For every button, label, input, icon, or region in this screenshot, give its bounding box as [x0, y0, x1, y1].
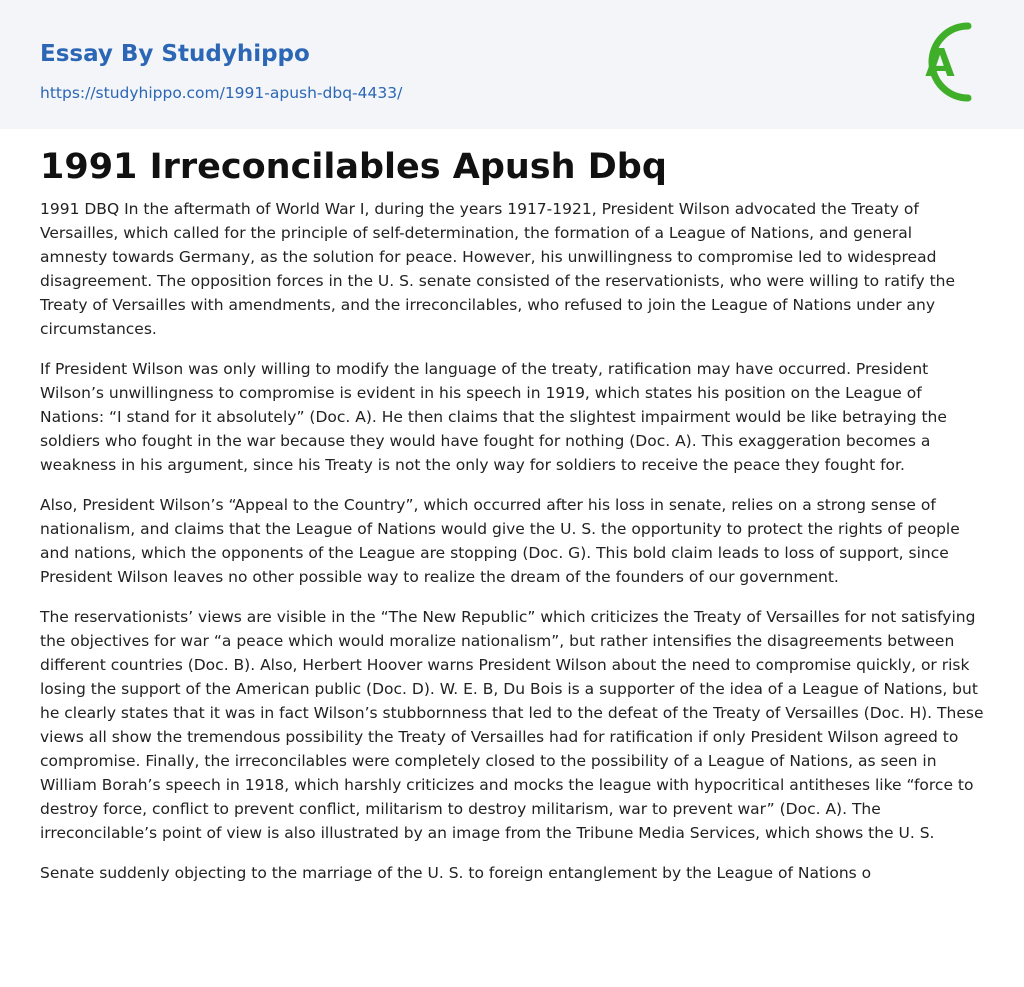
logo-letter: A [925, 41, 955, 85]
article [40, 143, 984, 885]
studyhippo-logo-icon[interactable] [910, 18, 988, 106]
site-title[interactable]: Essay By Studyhippo [40, 41, 310, 67]
paragraph: The reservationists’ views are visible in the “The New Republic” which criticizes the Treaty of Versailles for not satisfying the objectives for war “a peace which would moralize nationalism”, but rather intensifies the disagreements between different countries (Doc. B). Also, Herbert Hoover warns President Wilson about the need to compromise quickly, or risk losing the support of the American public (Doc. D). W. E. B, Du Bois is a supporter of the idea of a League of Nations, but he clearly states that it was in fact Wilson’s stubbornness that led to the defeat of the Treaty of Versailles (Doc. H). These views all show the tremendous possibility the Treaty of Versailles had for ratification if only President Wilson agreed to compromise. Finally, the irreconcilables were completely closed to the possibility of a League of Nations, as seen in William Borah’s speech in 1918, which harshly criticizes and mocks the league with hypocritical antitheses like “force to destroy force, conflict to prevent conflict, militarism to destroy militarism, war to prevent war” (Doc. A). The irreconcilable’s point of view is also illustrated by an image from the Tribune Media Services, which shows the U. S. [40, 608, 984, 842]
site-header [0, 0, 1024, 129]
page-url-link[interactable]: https://studyhippo.com/1991-apush-dbq-4433/ [40, 84, 403, 102]
page-title: 1991 Irreconcilables Apush Dbq [40, 147, 667, 187]
paragraph: 1991 DBQ In the aftermath of World War I, during the years 1917-1921, President Wilson advocated the Treaty of Versailles, which called for the principle of self-determination, the formation of a League of Nations, and general amnesty towards Germany, as the solution for peace. However, his unwillingness to compromise led to widespread disagreement. The opposition forces in the U. S. senate consisted of the reservationists, who were willing to ratify the Treaty of Versailles with amendments, and the irreconcilables, who refused to join the League of Nations under any circumstances. [40, 200, 956, 338]
paragraph: If President Wilson was only willing to modify the language of the treaty, ratification may have occurred. President Wilson’s unwillingness to compromise is evident in his speech in 1919, which states his position on the League of Nations: “I stand for it absolutely” (Doc. A). He then claims that the slightest impairment would be like betraying the soldiers who fought in the war because they would have fought for nothing (Doc. A). This exaggeration becomes a weakness in his argument, since his Treaty is not the only way for soldiers to receive the peace they fought for. [40, 360, 947, 474]
paragraph: Also, President Wilson’s “Appeal to the Country”, which occurred after his loss in senate, relies on a strong sense of nationalism, and claims that the League of Nations would give the U. S. the opportunity to protect the rights of people and nations, which the opponents of the League are stopping (Doc. G). This bold claim leads to loss of support, since President Wilson leaves no other possible way to realize the dream of the founders of our government. [40, 496, 960, 586]
paragraph: Senate suddenly objecting to the marriage of the U. S. to foreign entanglement by the League of Nations o [40, 864, 872, 882]
